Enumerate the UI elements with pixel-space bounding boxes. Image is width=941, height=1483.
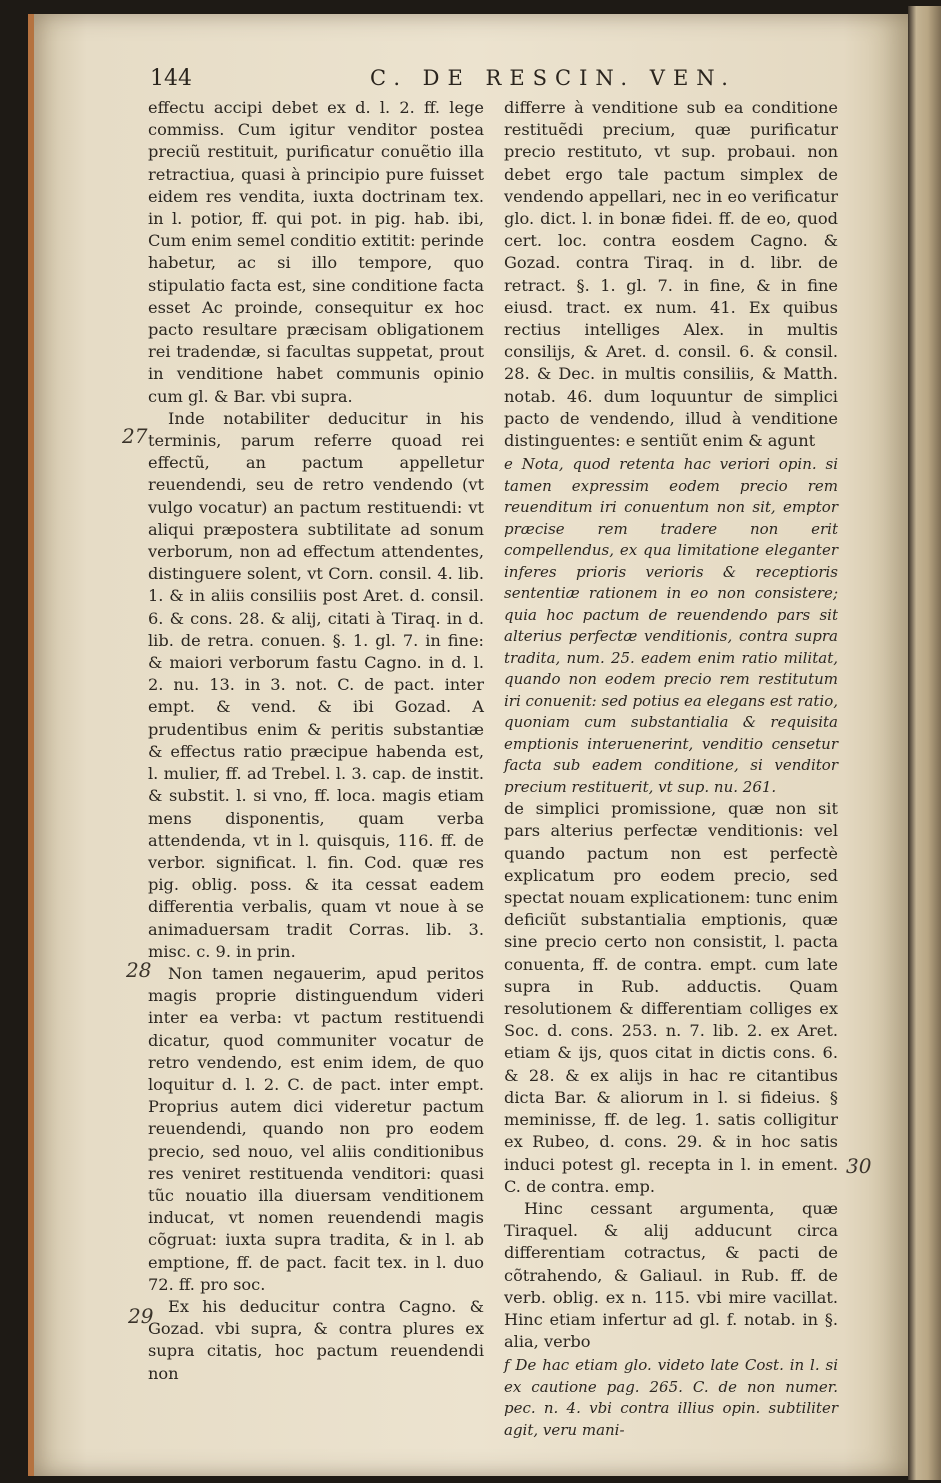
margin-number: 30 [846,1154,872,1178]
right-paragraph: Hinc cessant argumenta, quæ Tiraquel. & alij adducunt circa differentiam cotractus, & pacti de cõtrahendo, & Galiaul. in Rub. ff. de verb. oblig. ex n. 115. vbi mire vacillat. Hinc etiam infertur ad gl. f. notab. in §. alia, verbo [504,1198,838,1352]
right-paragraph: differre à venditione sub ea conditione restituẽdi precium, quæ purificatur precio restituto, vt sup. probaui. non debet ergo tale pactum simplex de vendendo appellari, nec in eo verificatur glo. dict. l. in bonæ fidei. ff. de eo, quod cert. loc. contra eosdem Cagno. & Gozad. contra Tiraq. in d. libr. de retract. §. 1. gl. 7. in fine, & in fine eiusd. tract. ex num. 41. Ex quibus rectius intelliges Alex. in multis consilijs, & Aret. d. consil. 6. & consil. 28. & Dec. in multis consiliis, & Matth. notab. 46. dum loquuntur de simplici pacto de vendendo, illud à venditione distinguentes: e sentiũt enim & agunt [504,98,838,451]
folio-number: 144 [150,66,192,91]
margin-number: 27 [122,424,148,448]
left-paragraph: Inde notabiliter deducitur in his terminis, parum referre quoad rei effectũ, an pactum appelletur reuendendi, seu de retro vendendo (vt vulgo vocatur) an pactum restituendi: vt aliqui præpostera subtilitate ad sonum verborum, non ad effectum attendentes, distinguere solent, vt Corn. consil. 4. lib. 1. & in aliis consiliis post Aret. d. consil. 6. & cons. 28. & alij, citati à Tiraq. in d. lib. de retra. conuen. §. 1. gl. 7. in fine: & maiori verborum fastu Cagno. in d. l. 2. nu. 13. in 3. not. C. de pact. inter empt. & vend. & ibi Gozad. A prudentibus enim & peritis substantiæ & effectus ratio præcipue habenda est, l. mulier, ff. ad Trebel. l. 3. cap. de instit. & substit. l. si vno, ff. loca. magis etiam mens disponentis, quam verba attendenda, vt in l. quisquis, 116. ff. de verbor. significat. l. fin. Cod. quæ res pig. oblig. poss. & ita cessat eadem differentia verbalis, quam vt noue à se animaduersam tradit Corras. lib. 3. misc. c. 9. in prin. [148,408,484,961]
footnote-f: f De hac etiam glo. videto late Cost. in l. si ex cautione pag. 265. C. de non numer. pec. n. 4. vbi contra illius opin. subtiliter agit, veru mani- [504,1356,838,1439]
left-paragraph: effectu accipi debet ex d. l. 2. ff. lege commiss. Cum igitur venditor postea preciũ restituit, purificatur conuẽtio illa retractiua, quasi à principio pure fuisset eidem res vendita, iuxta doctrinam tex. in l. potior, ff. qui pot. in pig. hab. ibi, Cum enim semel conditio extitit: perinde habetur, ac si illo tempore, quo stipulatio facta est, sine conditione facta esset Ac proinde, consequitur ex hoc pacto resultare præcisam obligationem rei tradendæ, si facultas suppetat, prout in venditione habet communis opinio cum gl. & Bar. vbi supra. [148,98,484,406]
page-stack-edge [908,6,941,1480]
right-paragraph: de simplici promissione, quæ non sit pars alterius perfectæ venditionis: vel quando pactum non est perfectè explicatum pro eodem precio, sed spectat nouam explicationem: tunc enim deficiũt substantialia emptionis, quæ sine precio certo non consistit, l. pacta conuenta, ff. de contra. empt. cum late supra in Rub. adductis. Quam resolutionem & differentiam colliges ex Soc. d. cons. 253. n. 7. lib. 2. ex Aret. etiam & ijs, quos citat in dictis cons. 6. & 28. & ex alijs in hac re citantibus dicta Bar. & aliorum in l. si fideius. § meminisse, ff. de leg. 1. satis colligitur ex Rubeo, d. cons. 29. & in hoc satis induci potest gl. recepta in l. in ement. C. de contra. emp. [504,799,838,1196]
right-column [504,97,838,1441]
page-header [150,66,910,96]
left-paragraph: Non tamen negauerim, apud peritos magis proprie distinguendum videri inter ea verba: vt pactum restituendi dicatur, quod communiter vocatur de retro vendendo, est enim idem, de quo loquitur d. l. 2. C. de pact. inter empt. Proprius autem dici videretur pactum reuendendi, quando non pro eodem precio, sed nouo, vel aliis conditionibus res veniret restituenda venditori: quasi tũc nouatio illa diuersam venditionem inducat, vt nomen reuendendi magis cõgruat: iuxta supra tradita, & in l. ab emptione, ff. de pact. facit tex. in l. duo 72. ff. pro soc. [148,963,484,1294]
running-title: C. DE RESCIN. VEN. [370,66,736,90]
left-paragraph: Ex his deducitur contra Cagno. & Gozad. vbi supra, & contra plures ex supra citatis, hoc pactum reuendendi non [148,1296,484,1383]
margin-number: 29 [128,1304,154,1328]
margin-number: 28 [126,958,152,982]
left-column [148,97,484,1385]
footnote-e: e Nota, quod retenta hac veriori opin. si tamen expressim eodem precio rem reuenditum iri conuentum non sit, emptor præcise rem tradere non erit compellendus, ex qua limitatione eleganter inferes prioris verioris & receptioris sententiæ rationem in eo non consistere; quia hoc pactum de reuendendo pars sit alterius perfectæ venditionis, contra supra tradita, num. 25. eadem enim ratio militat, quando non eodem precio rem restitutum iri conuenit: sed potius ea elegans est ratio, quoniam cum substantialia & requisita emptionis interuenerint, venditio censetur facta sub eadem conditione, si venditor precium restituerit, vt sup. nu. 261. [504,455,838,796]
